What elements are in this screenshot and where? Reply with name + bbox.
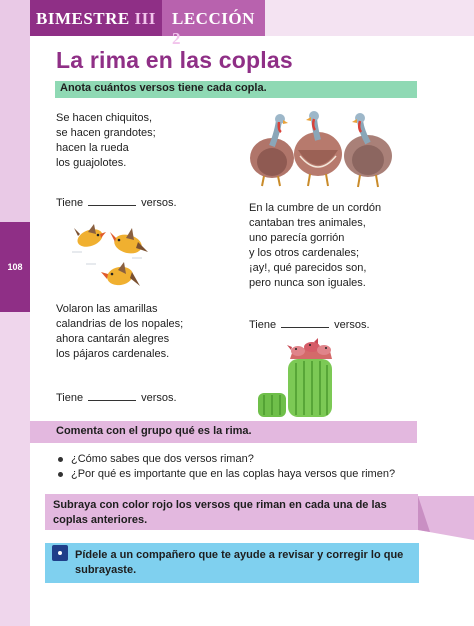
pidele-band [45,543,419,583]
copla-1-line: hacen la rueda [56,142,129,154]
copla-2-line: los pájaros cardenales. [56,348,170,360]
copla-1-line: los guajolotes. [56,157,127,169]
copla-3-line: cantaban tres animales, [249,217,366,229]
questions-list [58,452,395,482]
instruction-band [55,81,417,98]
cactus-with-birds-illustration [256,337,348,417]
copla-3 [249,201,381,291]
copla-2-line: calandrias de los nopales; [56,318,184,330]
subraya-band-corner [418,496,474,540]
copla-3-line: uno parecía gorrión [249,232,345,244]
turkeys-illustration [248,110,398,192]
header-background [265,0,474,36]
copla-3-line: y los otros cardenales; [249,247,360,259]
question-item: ¿Por qué es importante que en las coplas haya versos que rimen? [58,467,395,482]
subraya-text: Subraya con color rojo los versos que riman en cada una de las coplas anteriores. [53,499,387,526]
comenta-text: Comenta con el grupo qué es la rima. [56,425,252,437]
question-item: ¿Cómo sabes que dos versos riman? [58,452,395,467]
bimestre-label: BIMESTRE III [36,9,156,28]
page-number: 108 [7,262,23,272]
blank-line-1[interactable] [88,196,136,206]
copla-1 [56,111,156,171]
bullet-square-icon [52,545,68,561]
copla-1-line: se hacen grandotes; [56,127,156,139]
yellow-birds-illustration [70,222,158,296]
tiene-versos-2: Tiene versos. [56,392,177,404]
copla-1-line: Se hacen chiquitos, [56,112,153,124]
header-bimestre [30,0,162,36]
copla-3-line: En la cumbre de un cordón [249,202,382,214]
comenta-band [30,421,417,443]
blank-line-3[interactable] [281,318,329,328]
leccion-label: LECCIÓN 2 [172,9,255,48]
left-margin-strip-top [0,0,30,225]
copla-2-line: ahora cantarán alegres [56,333,170,345]
page-title: La rima en las coplas [56,47,293,73]
header-leccion [162,0,265,48]
copla-2 [56,302,183,362]
subraya-band [45,494,418,530]
copla-3-line: ¡ay!, qué parecidos son, [249,262,367,274]
pidele-text: Pídele a un compañero que te ayude a revisar y corregir lo que subrayaste. [75,549,404,576]
blank-line-2[interactable] [88,391,136,401]
copla-3-line: pero nunca son iguales. [249,277,366,289]
copla-2-line: Volaron las amarillas [56,303,158,315]
instruction-text: Anota cuántos versos tiene cada copla. [60,82,267,94]
tiene-versos-3: Tiene versos. [249,319,370,331]
tiene-versos-1: Tiene versos. [56,197,177,209]
